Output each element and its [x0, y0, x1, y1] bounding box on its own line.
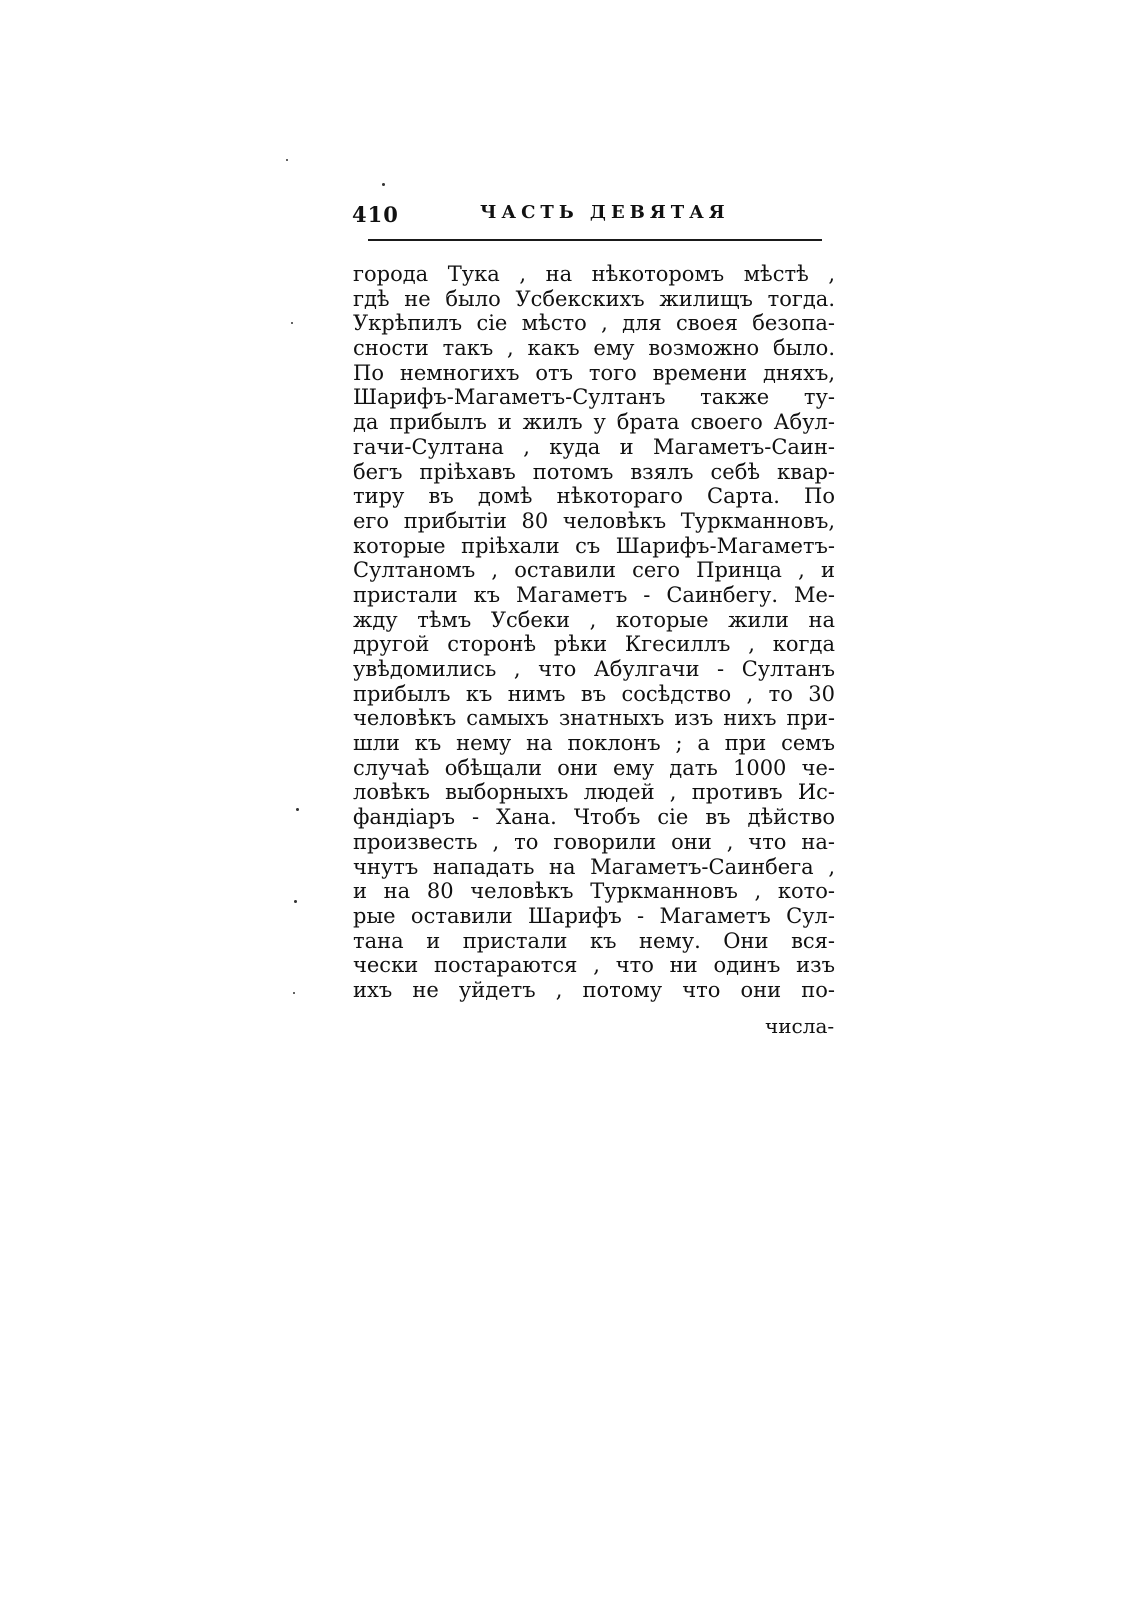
text-line: Укрѣпилъ сіе мѣсто , для своея безопа- — [353, 311, 835, 336]
text-line: увѣдомились , что Абулгачи - Султанъ — [353, 657, 835, 681]
text-line: ловѣкъ выборныхъ людей , противъ Ис- — [353, 780, 835, 805]
text-line: ихъ не уйдетъ , потому что они по- — [353, 977, 835, 1002]
ink-speck — [296, 808, 299, 811]
ink-speck — [382, 183, 385, 186]
text-line: бегъ пріѣхавъ потомъ взялъ себѣ квар- — [353, 459, 835, 484]
text-line: другой сторонѣ рѣки Кгесиллъ , когда — [353, 632, 835, 657]
text-line: человѣкъ самыхъ знатныхъ изъ нихъ при- — [353, 706, 835, 731]
running-head — [352, 202, 828, 232]
text-line: чески постараются , что ни одинъ изъ — [353, 953, 835, 978]
text-line: гдѣ не было Усбекскихъ жилищъ тогда. — [353, 286, 835, 311]
text-line: тана и пристали къ нему. Они вся- — [353, 928, 835, 953]
page-number: 410 — [352, 202, 399, 227]
section-title: ЧАСТЬ ДЕВЯТАЯ — [480, 202, 730, 223]
text-line: чнутъ нападать на Магаметъ-Саинбега , — [353, 854, 835, 879]
text-line: Султаномъ , оставили сего Принца , и — [353, 558, 835, 583]
text-line: шли къ нему на поклонъ ; а при семъ — [353, 731, 835, 756]
ink-speck — [293, 992, 295, 994]
text-line: гачи-Султана , куда и Магаметъ-Саин- — [353, 434, 835, 459]
text-line: произвесть , то говорили они , что на- — [353, 829, 835, 854]
ink-speck — [294, 900, 297, 903]
text-line: да прибылъ и жилъ у брата своего Абул- — [353, 410, 835, 435]
text-line: города Тука , на нѣкоторомъ мѣстѣ , — [353, 262, 835, 286]
text-line: случаѣ обѣщали они ему дать 1000 че- — [353, 755, 835, 780]
text-line: рые оставили Шарифъ - Магаметъ Сул- — [353, 903, 835, 928]
text-line: и на 80 человѣкъ Туркманновъ , кото- — [353, 879, 835, 904]
text-line: тиру въ домѣ нѣкотораго Сарта. По — [353, 484, 835, 509]
ink-speck — [291, 322, 293, 324]
text-line: прибылъ къ нимъ въ сосѣдство , то 30 — [353, 681, 835, 706]
header-rule — [368, 239, 822, 241]
ink-speck — [286, 159, 288, 161]
body-text — [353, 262, 835, 1003]
text-line: его прибытіи 80 человѣкъ Туркманновъ, — [353, 508, 835, 533]
text-line: Шарифъ-Магаметъ-Султанъ также ту- — [353, 385, 835, 410]
text-line: фандіаръ - Хана. Чтобъ сіе въ дѣйство — [353, 805, 835, 830]
text-line: которые пріѣхали съ Шарифъ-Магаметъ- — [353, 533, 835, 558]
text-line: жду тѣмъ Усбеки , которые жили на — [353, 607, 835, 632]
text-line: сности такъ , какъ ему возможно было. — [353, 336, 835, 361]
text-line: По немногихъ отъ того времени дняхъ, — [353, 360, 835, 385]
text-line: пристали къ Магаметъ - Саинбегу. Ме- — [353, 582, 835, 607]
catchword: числа- — [765, 1014, 835, 1038]
